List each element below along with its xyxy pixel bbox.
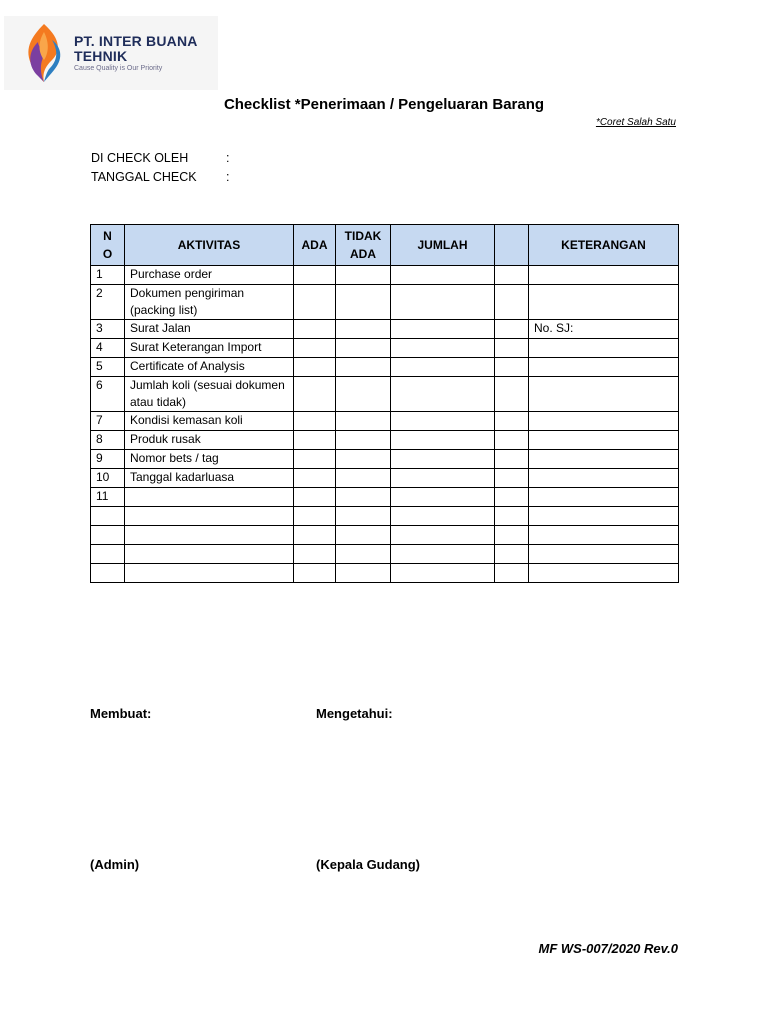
cell-jumlah[interactable] — [391, 564, 495, 583]
cell-ada[interactable] — [294, 431, 336, 450]
cell-no: 4 — [91, 339, 125, 358]
header-aktivitas: AKTIVITAS — [125, 225, 294, 266]
cell-blank[interactable] — [495, 412, 529, 431]
cell-blank[interactable] — [495, 285, 529, 320]
table-header-row — [91, 225, 679, 266]
cell-tidak-ada[interactable] — [336, 412, 391, 431]
table-row — [91, 285, 679, 320]
cell-jumlah[interactable] — [391, 469, 495, 488]
table-row — [91, 545, 679, 564]
cell-keterangan[interactable] — [529, 358, 679, 377]
cell-blank[interactable] — [495, 358, 529, 377]
cell-keterangan[interactable] — [529, 507, 679, 526]
document-title: Checklist *Penerimaan / Pengeluaran Barang — [223, 96, 545, 113]
cell-aktivitas[interactable] — [125, 507, 294, 526]
cell-blank[interactable] — [495, 377, 529, 412]
cell-jumlah[interactable] — [391, 488, 495, 507]
cell-keterangan[interactable]: No. SJ: — [529, 320, 679, 339]
cell-jumlah[interactable] — [391, 358, 495, 377]
cell-blank[interactable] — [495, 545, 529, 564]
cell-blank[interactable] — [495, 320, 529, 339]
cell-keterangan[interactable] — [529, 564, 679, 583]
table-row — [91, 339, 679, 358]
table-row — [91, 431, 679, 450]
cell-tidak-ada[interactable] — [336, 320, 391, 339]
cell-tidak-ada[interactable] — [336, 488, 391, 507]
header-ada: ADA — [294, 225, 336, 266]
cell-tidak-ada[interactable] — [336, 266, 391, 285]
cell-aktivitas: Surat Jalan — [125, 320, 294, 339]
cell-aktivitas: Purchase order — [125, 266, 294, 285]
header-no — [91, 225, 125, 266]
cell-ada[interactable] — [294, 545, 336, 564]
cell-tidak-ada[interactable] — [336, 507, 391, 526]
cell-tidak-ada[interactable] — [336, 431, 391, 450]
header-blank — [495, 225, 529, 266]
cell-tidak-ada[interactable] — [336, 469, 391, 488]
cell-jumlah[interactable] — [391, 266, 495, 285]
check-date-colon: : — [226, 170, 230, 184]
cell-jumlah[interactable] — [391, 339, 495, 358]
checklist-table — [90, 224, 679, 583]
cell-no[interactable] — [91, 526, 125, 545]
header-keterangan: KETERANGAN — [529, 225, 679, 266]
form-code: MF WS-007/2020 Rev.0 — [538, 941, 678, 956]
cell-aktivitas[interactable] — [125, 564, 294, 583]
cell-no: 10 — [91, 469, 125, 488]
cell-blank[interactable] — [495, 339, 529, 358]
cell-blank[interactable] — [495, 526, 529, 545]
cell-ada[interactable] — [294, 320, 336, 339]
cell-tidak-ada[interactable] — [336, 526, 391, 545]
cell-tidak-ada[interactable] — [336, 450, 391, 469]
table-row — [91, 450, 679, 469]
cell-no[interactable] — [91, 564, 125, 583]
table-row — [91, 564, 679, 583]
cell-keterangan[interactable] — [529, 545, 679, 564]
cell-keterangan[interactable] — [529, 488, 679, 507]
cell-no: 2 — [91, 285, 125, 320]
cell-keterangan[interactable] — [529, 526, 679, 545]
cell-keterangan[interactable] — [529, 377, 679, 412]
cell-keterangan[interactable] — [529, 431, 679, 450]
admin-signature-label: (Admin) — [90, 857, 140, 872]
cell-ada[interactable] — [294, 266, 336, 285]
cell-keterangan[interactable] — [529, 469, 679, 488]
cell-jumlah[interactable] — [391, 545, 495, 564]
cell-jumlah[interactable] — [391, 507, 495, 526]
cell-jumlah[interactable] — [391, 285, 495, 320]
cell-keterangan[interactable] — [529, 412, 679, 431]
company-name — [74, 34, 198, 64]
company-name-line1: PT. INTER BUANA — [74, 33, 198, 49]
cell-jumlah[interactable] — [391, 526, 495, 545]
header-tidak-line2: ADA — [350, 247, 376, 261]
checked-by-label: DI CHECK OLEH — [91, 151, 189, 165]
table-row — [91, 526, 679, 545]
cell-tidak-ada[interactable] — [336, 564, 391, 583]
cell-aktivitas: Kondisi kemasan koli — [125, 412, 294, 431]
mengetahui-label: Mengetahui: — [316, 706, 393, 721]
cell-aktivitas: Surat Keterangan Import — [125, 339, 294, 358]
cell-blank[interactable] — [495, 507, 529, 526]
cell-ada[interactable] — [294, 507, 336, 526]
header-tidak-line1: TIDAK — [344, 229, 382, 243]
cell-blank[interactable] — [495, 488, 529, 507]
cell-aktivitas: Jumlah koli (sesuai dokumen atau tidak) — [125, 377, 294, 412]
cell-aktivitas[interactable] — [125, 545, 294, 564]
cell-blank[interactable] — [495, 266, 529, 285]
cell-ada[interactable] — [294, 564, 336, 583]
table-row — [91, 320, 679, 339]
cell-ada[interactable] — [294, 358, 336, 377]
cell-keterangan[interactable] — [529, 266, 679, 285]
cell-blank[interactable] — [495, 450, 529, 469]
cell-aktivitas: Produk rusak — [125, 431, 294, 450]
cell-no: 7 — [91, 412, 125, 431]
cell-no: 8 — [91, 431, 125, 450]
cell-jumlah[interactable] — [391, 320, 495, 339]
company-logo — [4, 16, 218, 90]
flame-logo-icon — [22, 22, 66, 84]
table-row — [91, 507, 679, 526]
cell-no: 1 — [91, 266, 125, 285]
cell-aktivitas: Certificate of Analysis — [125, 358, 294, 377]
cell-ada[interactable] — [294, 339, 336, 358]
cell-no: 11 — [91, 488, 125, 507]
header-no-line2: O — [102, 247, 113, 261]
header-no-line1: N — [103, 229, 112, 243]
membuat-label: Membuat: — [90, 706, 152, 721]
cell-tidak-ada[interactable] — [336, 358, 391, 377]
table-row — [91, 412, 679, 431]
cell-blank[interactable] — [495, 469, 529, 488]
cell-aktivitas: Dokumen pengiriman (packing list) — [125, 285, 294, 320]
company-tagline: Cause Quality is Our Priority — [74, 65, 163, 72]
header-jumlah: JUMLAH — [391, 225, 495, 266]
cell-keterangan[interactable] — [529, 450, 679, 469]
cell-ada[interactable] — [294, 285, 336, 320]
company-name-line2: TEHNIK — [74, 48, 128, 64]
table-row — [91, 488, 679, 507]
cell-no: 9 — [91, 450, 125, 469]
cell-blank[interactable] — [495, 564, 529, 583]
cell-keterangan[interactable] — [529, 285, 679, 320]
strike-note: *Coret Salah Satu — [595, 117, 676, 128]
cell-jumlah[interactable] — [391, 431, 495, 450]
cell-aktivitas[interactable] — [125, 488, 294, 507]
cell-ada[interactable] — [294, 488, 336, 507]
cell-no: 3 — [91, 320, 125, 339]
cell-no: 6 — [91, 377, 125, 412]
table-row — [91, 358, 679, 377]
cell-ada[interactable] — [294, 469, 336, 488]
header-tidak-ada — [336, 225, 391, 266]
cell-ada[interactable] — [294, 526, 336, 545]
cell-aktivitas: Tanggal kadarluasa — [125, 469, 294, 488]
table-row — [91, 469, 679, 488]
cell-tidak-ada[interactable] — [336, 545, 391, 564]
cell-tidak-ada[interactable] — [336, 339, 391, 358]
cell-ada[interactable] — [294, 412, 336, 431]
cell-no[interactable] — [91, 545, 125, 564]
cell-ada[interactable] — [294, 450, 336, 469]
cell-no: 5 — [91, 358, 125, 377]
cell-jumlah[interactable] — [391, 412, 495, 431]
table-row — [91, 377, 679, 412]
cell-jumlah[interactable] — [391, 377, 495, 412]
kepala-gudang-signature-label: (Kepala Gudang) — [316, 857, 421, 872]
cell-aktivitas[interactable] — [125, 526, 294, 545]
cell-keterangan[interactable] — [529, 339, 679, 358]
check-date-label: TANGGAL CHECK — [91, 170, 197, 184]
checked-by-colon: : — [226, 151, 230, 165]
cell-no[interactable] — [91, 507, 125, 526]
table-row — [91, 266, 679, 285]
cell-tidak-ada[interactable] — [336, 285, 391, 320]
cell-blank[interactable] — [495, 431, 529, 450]
cell-aktivitas: Nomor bets / tag — [125, 450, 294, 469]
cell-tidak-ada[interactable] — [336, 377, 391, 412]
cell-jumlah[interactable] — [391, 450, 495, 469]
cell-ada[interactable] — [294, 377, 336, 412]
